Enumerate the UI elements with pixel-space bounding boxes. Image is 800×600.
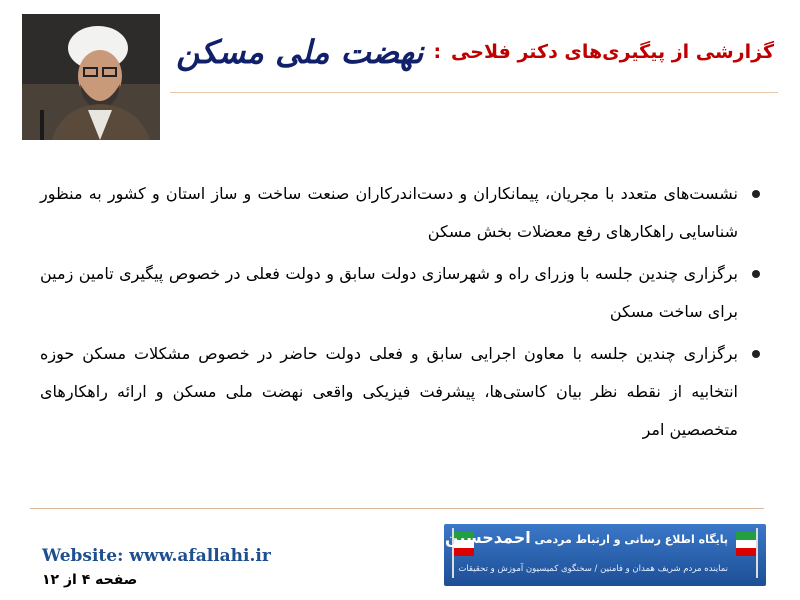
bullet-item [40,255,764,331]
bullet-text: برگزاری چندین جلسه با معاون اجرایی سابق و فعلی دولت حاضر در خصوص مشکلات مسکن حوزه انتخابیه از نقطه نظر بیان کاستی‌ها، پیشرفت فیزیکی واقعی نهضت ملی مسکن و ارائه راهکارهای متخصصین امر [40,344,738,439]
bullet-dot-icon [752,190,760,198]
header-script-title: نهضت ملی مسکن [176,33,424,71]
banner-subtitle: نماینده مردم شریف همدان و فامنین / سخنگوی کمیسیون آموزش و تحقیقات [458,564,728,574]
banner-top-text: پایگاه اطلاع رسانی و ارتباط مردمی [534,533,728,546]
bullet-list [40,175,764,453]
bullet-dot-icon [752,270,760,278]
flag-icon [734,528,760,578]
header-title: گزارشی از پیگیری‌های دکتر فلاحی [451,41,774,63]
speaker-photo [22,14,160,140]
header-divider [170,92,778,93]
bullet-item [40,335,764,449]
website-link[interactable]: Website: www.afallahi.ir [42,546,271,566]
page-number: صفحه ۴ از ۱۲ [42,572,138,588]
footer-divider [30,508,764,509]
bullet-item [40,175,764,251]
header-title-row [176,20,774,84]
banner-name: احمدحسین فلاحی [389,528,531,547]
portrait-image [22,14,160,140]
bullet-text: برگزاری چندین جلسه با وزرای راه و شهرسازی دولت سابق و دولت فعلی در خصوص پیگیری تامین زمین برای ساخت مسکن [40,264,738,321]
contact-banner [389,524,766,586]
banner-header [389,528,728,547]
bullet-dot-icon [752,350,760,358]
bullet-text: نشست‌های متعدد با مجریان، پیمانکاران و دست‌اندرکاران صنعت ساخت و ساز استان و کشور به منظور شناسایی راهکارهای رفع معضلات بخش مسکن [40,184,738,241]
header-separator: : [433,41,442,63]
